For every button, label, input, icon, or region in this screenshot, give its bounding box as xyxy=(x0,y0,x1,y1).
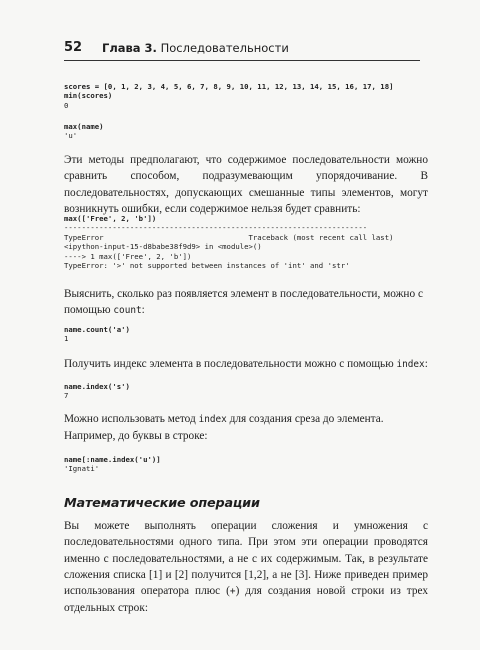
code-line: max(['Free', 2, 'b']) xyxy=(64,214,157,223)
paragraph-text: Выяснить, сколько раз появляется элемент в последовательности, можно с помощью xyxy=(64,288,423,317)
code-output: 1 xyxy=(64,334,69,344)
paragraph-text: : xyxy=(141,304,145,317)
inline-code: + xyxy=(229,586,236,598)
header-rule xyxy=(64,60,420,61)
inline-code: count xyxy=(113,305,142,317)
inline-code: index xyxy=(396,359,425,370)
page-number: 52 xyxy=(64,40,83,55)
code-block xyxy=(64,122,104,141)
page-header xyxy=(64,40,420,60)
chapter-title: Последовательности xyxy=(160,41,289,55)
code-line: name.index('s') xyxy=(64,382,130,391)
paragraph xyxy=(64,286,428,320)
paragraph xyxy=(64,411,428,445)
code-output: TypeError: '>' not supported between instances of 'int' and 'str' xyxy=(64,261,350,271)
code-line: scores = [0, 1, 2, 3, 4, 5, 6, 7, 8, 9, 10, 11, 12, 13, 14, 15, 16, 17, 18] xyxy=(64,82,394,91)
inline-code: index xyxy=(198,414,227,425)
paragraph-text: для создания среза до элемента. Например, до буквы в строке: xyxy=(64,413,384,443)
code-line: min(scores) xyxy=(64,91,113,101)
code-block xyxy=(64,325,130,344)
code-block xyxy=(64,382,130,401)
paragraph: Эти методы предполагают, что содержимое последовательности можно сравнить способом, подразумевающим упорядочивание. В последовательностях, допускающих смешанные типы элементов, могут возникнуть ошибки, если содержимое нельзя будет сравнить: xyxy=(64,154,428,215)
paragraph-text: Можно использовать метод xyxy=(64,413,199,425)
code-line: name[:name.index('u')] xyxy=(64,455,161,464)
code-block xyxy=(64,214,393,270)
code-output: ----> 1 max(['Free', 2, 'b']) xyxy=(64,251,192,261)
paragraph-text: ) для создания новой строки из трех отдельных строк: xyxy=(64,585,428,615)
section-heading: Математические операции xyxy=(64,496,260,511)
paragraph xyxy=(64,518,428,617)
paragraph-text: Получить индекс элемента в последовательности можно с помощью xyxy=(64,358,397,370)
paragraph-text: : xyxy=(424,358,428,370)
code-line: max(name) xyxy=(64,122,104,131)
code-block xyxy=(64,82,393,110)
chapter-label: Глава 3. xyxy=(102,41,157,55)
code-output: 7 xyxy=(64,391,69,401)
code-output: 0 xyxy=(64,100,69,110)
code-output: 'u' xyxy=(64,131,78,141)
code-line: name.count('a') xyxy=(64,325,130,334)
code-output: 'Ignati' xyxy=(64,464,100,474)
code-block xyxy=(64,455,161,474)
paragraph xyxy=(64,356,428,373)
chapter-heading xyxy=(102,41,289,55)
code-output: --------------------------------------------------------------------- xyxy=(64,223,368,233)
code-output: TypeError Traceback (most recent call last) xyxy=(64,232,394,242)
paragraph-text: Вы можете выполнять операции сложения и умножения с последовательностями одного типа. При этом эти операции проводятся именно с последовательностями, а не с их содержимым. Так, в результате сложения списка [1] и [2] получится [1,2], а не [3]. Ниже приведен пример использования оператора плюс ( xyxy=(64,520,428,598)
code-output: <ipython-input-15-d8babe38f9d9> in <module>() xyxy=(64,242,262,252)
